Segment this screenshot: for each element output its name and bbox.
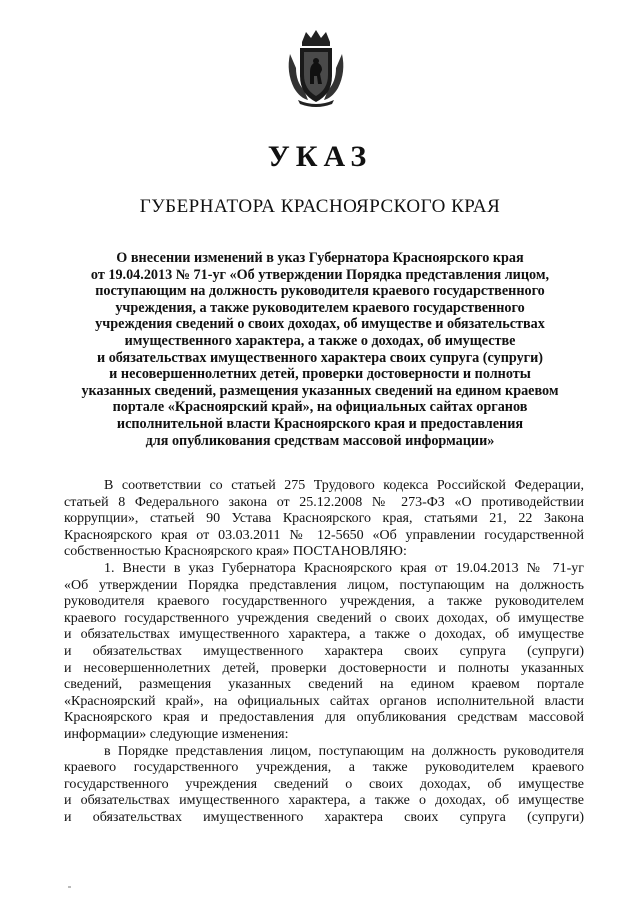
body-line: краевого государственного учреждения сведений о своих доходах, об имуществе: [64, 610, 584, 626]
heading-line: для опубликования средствам массовой информации»: [145, 432, 495, 449]
body-line: сведений, размещения указанных сведений на едином краевом портале: [64, 677, 584, 693]
preamble-paragraph: [64, 478, 584, 561]
body-line: «Об утверждении Порядка представления лицом, поступающим на должность: [64, 577, 584, 593]
heading-line: от 19.04.2013 № 71-уг «Об утверждении Порядка представления лицом,: [90, 266, 550, 283]
scan-speck: [68, 886, 71, 888]
item-1-paragraph: [64, 561, 584, 744]
body-line: статьей 8 Федерального закона от 25.12.2008 № 273-ФЗ «О противодействии: [64, 494, 584, 510]
heading-line: учреждения сведений о своих доходах, об имуществе и обязательствах: [95, 316, 545, 333]
heading-line: О внесении изменений в указ Губернатора Красноярского края: [116, 250, 524, 266]
body-line: собственностью Красноярского края» ПОСТАНОВЛЯЮ:: [64, 544, 407, 560]
body-line: краевого государственного учреждения, а также руководителем краевого: [64, 760, 584, 776]
heading-line: портале «Красноярский край», на официальных сайтах органов: [112, 399, 528, 416]
body-line: и обязательствах имущественного характера, а также о доходах, об имуществе: [64, 627, 584, 643]
body-line: Красноярского края от 03.03.2011 № 12-5650 «Об управлении государственной: [64, 527, 584, 543]
body-line: руководителя краевого государственного учреждения, а также руководителем: [64, 594, 584, 610]
coat-of-arms-icon: [284, 28, 348, 108]
heading-line: поступающим на должность руководителя краевого государственного: [95, 283, 545, 300]
body-line: и несовершеннолетних детей, проверки достоверности и полноты указанных: [64, 660, 584, 676]
heading-line: имущественного характера, а также о доходах, об имуществе: [124, 332, 516, 349]
document-subtitle: ГУБЕРНАТОРА КРАСНОЯРСКОГО КРАЯ: [139, 196, 501, 217]
body-line: в Порядке представления лицом, поступающим на должность руководителя: [104, 743, 584, 759]
body-line: и обязательствах имущественного характера своих супруга (супруги): [64, 643, 584, 659]
body-line: информации» следующие изменения:: [64, 726, 289, 742]
heading-line: исполнительной власти Красноярского края и предоставления: [116, 415, 524, 432]
decree-heading: [60, 250, 580, 449]
body-line: коррупции», статьей 90 Устава Красноярского края, статьями 21, 22 Закона: [64, 511, 584, 527]
body-line: Красноярского края и предоставления для опубликования средствам массовой: [64, 710, 584, 726]
body-line: В соответствии со статьей 275 Трудового кодекса Российской Федерации,: [104, 478, 584, 493]
heading-line: указанных сведений, размещения указанных сведений на едином краевом: [81, 382, 559, 399]
decree-body: [64, 478, 584, 826]
document-title: УКАЗ: [267, 140, 373, 173]
heading-line: и несовершеннолетних детей, проверки достоверности и полноты: [109, 366, 531, 383]
amendment-paragraph: [64, 744, 584, 827]
heading-line: и обязательствах имущественного характера своих супруга (супруги): [96, 349, 544, 366]
body-line: 1. Внести в указ Губернатора Красноярского края от 19.04.2013 № 71-уг: [104, 560, 584, 576]
body-line: и обязательствах имущественного характера, а также о доходах, об имуществе: [64, 793, 584, 809]
body-line: «Красноярский край», на официальных сайтах органов исполнительной власти: [64, 693, 584, 709]
heading-line: учреждения, а также руководителем краевого государственного: [115, 299, 525, 316]
body-line: и обязательствах имущественного характера своих супруга (супруги): [64, 809, 584, 825]
body-line: государственного учреждения сведений о своих доходах, об имуществе: [64, 776, 584, 792]
